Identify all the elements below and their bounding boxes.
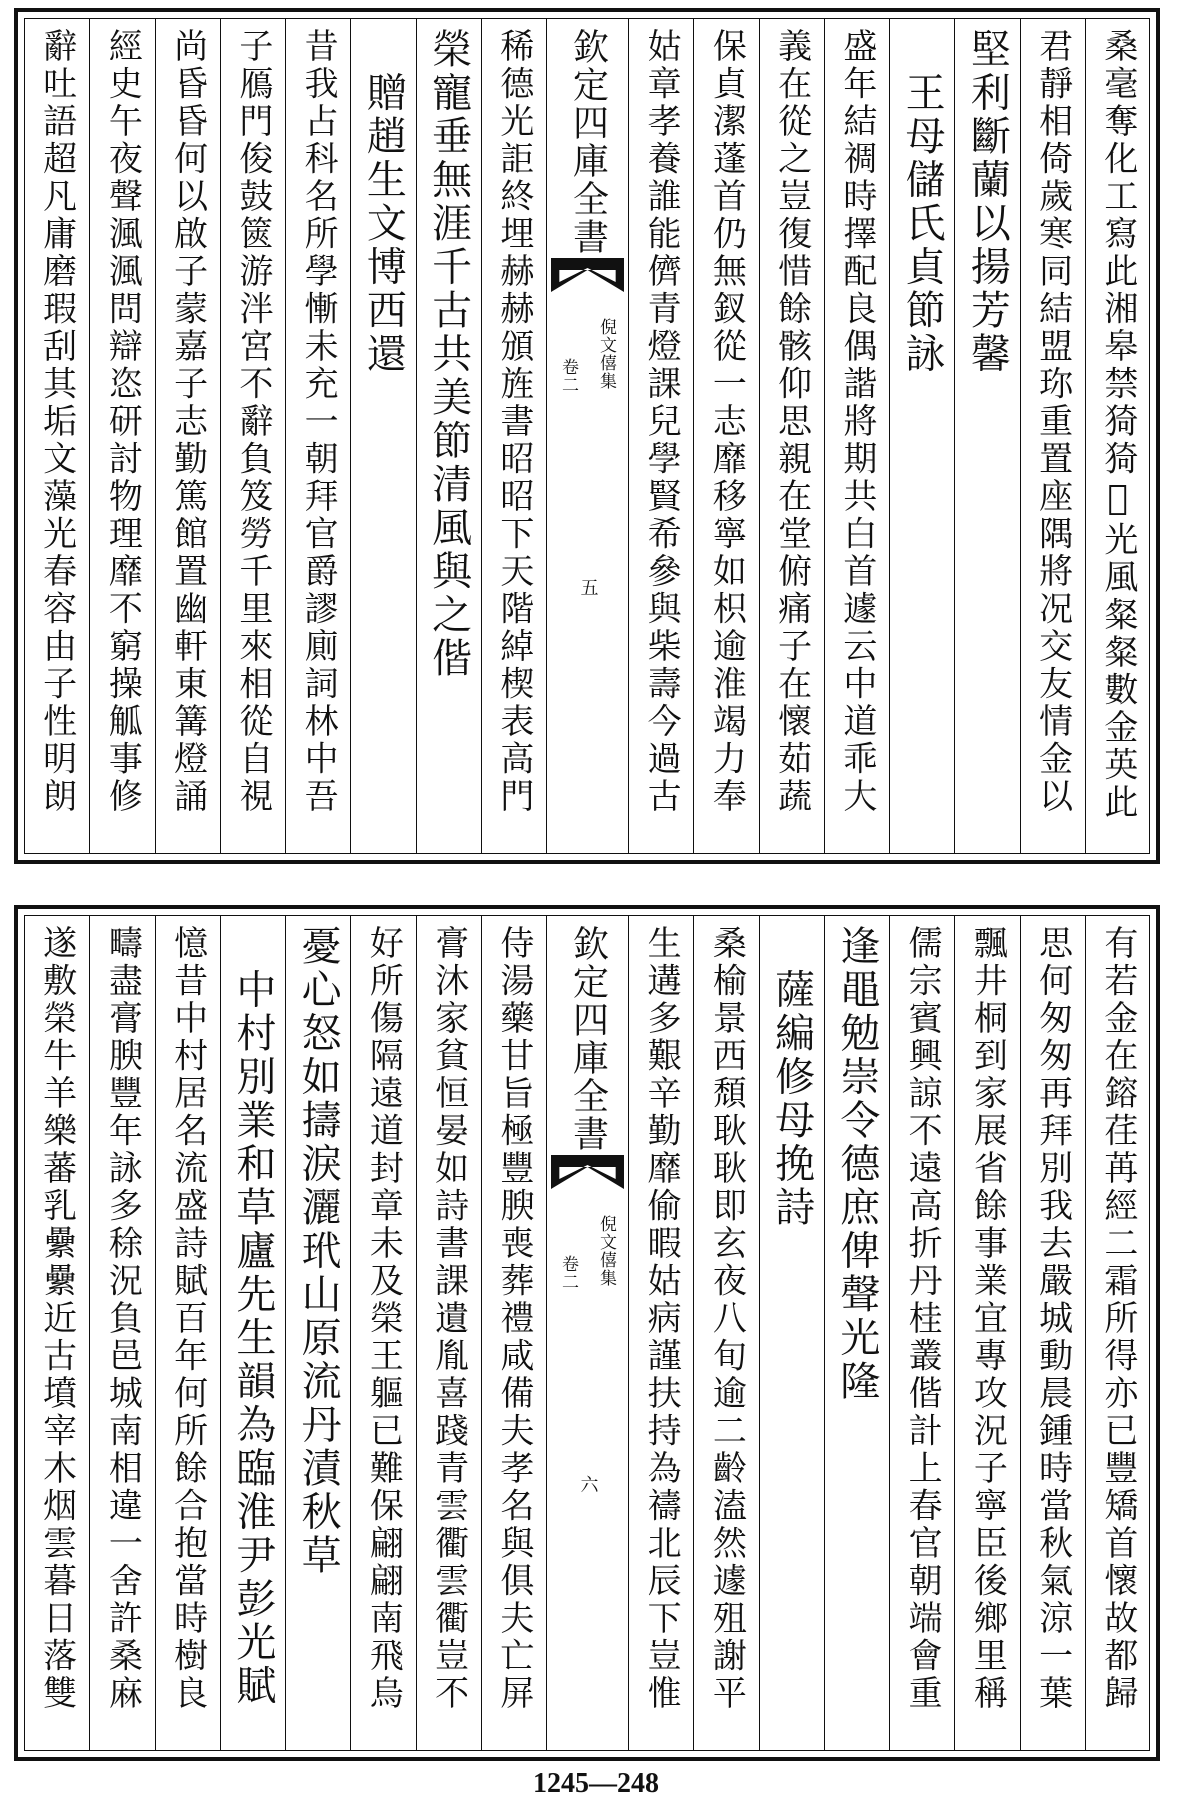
top-spine-title: 欽定四庫全書 (567, 28, 609, 256)
top-column-text: 保貞潔蓬首仍無釵從一志靡移寧如枳逾淮竭力奉 (706, 28, 747, 816)
top-text-column (1085, 18, 1150, 854)
bottom-column-text: 有若金在鎔荏苒經二霜所得亦已豐矯首懷故都歸 (1097, 925, 1138, 1713)
top-column-text: 堅利斷蘭以揚芳馨 (964, 28, 1011, 376)
bottom-text-column (24, 915, 89, 1751)
bottom-column-text: 薩編修母挽詩 (768, 925, 815, 1230)
top-spine-book-name: 倪文僖集 (596, 318, 616, 390)
bottom-text-column (759, 915, 824, 1751)
bottom-center-spine (546, 915, 628, 1751)
top-column-text: 辭吐語超凡庸磨瑕刮其垢文藻光春容由子性明朗 (36, 28, 77, 816)
bottom-text-column (1085, 915, 1150, 1751)
bottom-text-column (628, 915, 693, 1751)
bottom-column-text: 飄井桐到家展省餘事業宜專攻況子寧臣後鄉里稱 (967, 925, 1008, 1713)
top-page-frame (14, 8, 1160, 864)
top-text-column (759, 18, 824, 854)
page-number: 1245—248 (533, 1768, 659, 1799)
bottom-text-column (481, 915, 546, 1751)
bottom-page-columns (24, 915, 1150, 1751)
bottom-text-column (416, 915, 481, 1751)
bottom-column-text: 儒宗賓興諒不遠高折丹桂叢偕計上春官朝端會重 (902, 925, 943, 1713)
top-column-text: 榮寵垂無涯千古共美節清風與之偕 (425, 28, 472, 681)
top-column-text: 君靜相倚歲寒同結盟珎重置座隅將况交友情金以 (1032, 28, 1073, 816)
top-column-text: 桑毫奪化工寫此湘皋禁猗猗𩖄光風粲粲數金英此 (1097, 28, 1138, 822)
top-column-text: 子鴈門俊鼓篋游泮宮不辭負笈勞千里來相從自視 (232, 28, 273, 816)
top-text-column (824, 18, 889, 854)
bottom-spine-volume: 卷二 (558, 1255, 578, 1291)
bottom-text-column (1020, 915, 1085, 1751)
bottom-column-text: 疇盡膏腴豐年詠多稌況負邑城南相違一舍許桑麻 (102, 925, 143, 1713)
top-text-column (1020, 18, 1085, 854)
bottom-text-column (954, 915, 1019, 1751)
bottom-column-text: 憶昔中村居名流盛詩賦百年何所餘合抱當時樹良 (167, 925, 208, 1713)
top-page-columns (24, 18, 1150, 854)
top-text-column (155, 18, 220, 854)
bottom-text-column (889, 915, 954, 1751)
top-column-text: 盛年結禂時擇配良偶諧將期共白首遽云中道乖大 (836, 28, 877, 816)
top-text-column (24, 18, 89, 854)
bottom-column-text: 遂敷榮牛羊樂蕃乳纍纍近古墳宰木烟雲暮日落雙 (36, 925, 77, 1713)
bottom-page-frame (14, 905, 1160, 1761)
top-text-column (285, 18, 350, 854)
bottom-column-text: 桑榆景西頹耿耿即玄夜八旬逾二齡溘然遽殂謝平 (706, 925, 747, 1713)
bottom-column-text: 中村別業和草廬先生韻為臨淮尹彭光賦 (229, 925, 276, 1708)
top-column-text: 經史午夜聲渢渢問辯恣研討物理靡不窮操觚事修 (102, 28, 143, 816)
bottom-text-column (155, 915, 220, 1751)
top-column-text: 王母儲氏貞節詠 (899, 28, 946, 376)
bottom-text-column (220, 915, 285, 1751)
bottom-text-column (89, 915, 154, 1751)
top-column-text: 尚昏昏何以啟子蒙嘉子志勤篤館置幽軒東篝燈誦 (167, 28, 208, 816)
top-text-column (220, 18, 285, 854)
top-text-column (954, 18, 1019, 854)
top-spine-volume: 卷二 (558, 358, 578, 394)
bottom-spine-page-number: 六 (577, 1475, 599, 1493)
top-text-column (889, 18, 954, 854)
top-spine-page-number: 五 (577, 578, 599, 596)
top-center-spine (546, 18, 628, 854)
top-column-text: 贈趙生文博西還 (360, 28, 407, 376)
top-fishtail-ornament (551, 258, 624, 294)
top-column-text: 義在從之豈復惜餘骸仰思親在堂俯痛子在懷茹蔬 (771, 28, 812, 816)
top-text-column (416, 18, 481, 854)
bottom-text-column (285, 915, 350, 1751)
top-text-column (350, 18, 415, 854)
top-column-text: 昔我占科名所學慚未充一朝拜官爵謬廁詞林中吾 (298, 28, 339, 816)
bottom-spine-title: 欽定四庫全書 (567, 925, 609, 1153)
bottom-column-text: 好所傷隔遠道封章未及榮王軀已難保翩翩南飛烏 (363, 925, 404, 1713)
top-text-column (89, 18, 154, 854)
bottom-text-column (350, 915, 415, 1751)
bottom-text-column (824, 915, 889, 1751)
bottom-column-text: 思何匆匆再拜別我去嚴城動晨鍾時當秋氣涼一葉 (1032, 925, 1073, 1713)
bottom-fishtail-ornament (551, 1155, 624, 1191)
bottom-text-column (693, 915, 758, 1751)
top-column-text: 姑章孝養誰能儕青燈課兒學賢希參與柴壽今過古 (641, 28, 682, 816)
top-text-column (693, 18, 758, 854)
bottom-column-text: 膏沐家貧恒晏如詩書課遺胤喜踐青雲衢雲衢豈不 (428, 925, 469, 1713)
top-text-column (481, 18, 546, 854)
bottom-column-text: 侍湯藥甘旨極豐腴喪葬禮咸備夫孝名與俱夫亡屏 (493, 925, 534, 1713)
bottom-column-text: 生遘多艱辛勤靡偷暇姑病謹扶持為禱北辰下豈惟 (641, 925, 682, 1713)
bottom-column-text: 憂心怒如擣淚灑玳山原流丹漬秋草 (295, 925, 342, 1578)
top-text-column (628, 18, 693, 854)
bottom-spine-book-name: 倪文僖集 (596, 1215, 616, 1287)
bottom-column-text: 逢黽勉崇令德庶俾聲光隆 (833, 925, 880, 1404)
top-column-text: 稀德光詎終埋赫赫頒旌書昭昭下天階綽楔表高門 (493, 28, 534, 816)
